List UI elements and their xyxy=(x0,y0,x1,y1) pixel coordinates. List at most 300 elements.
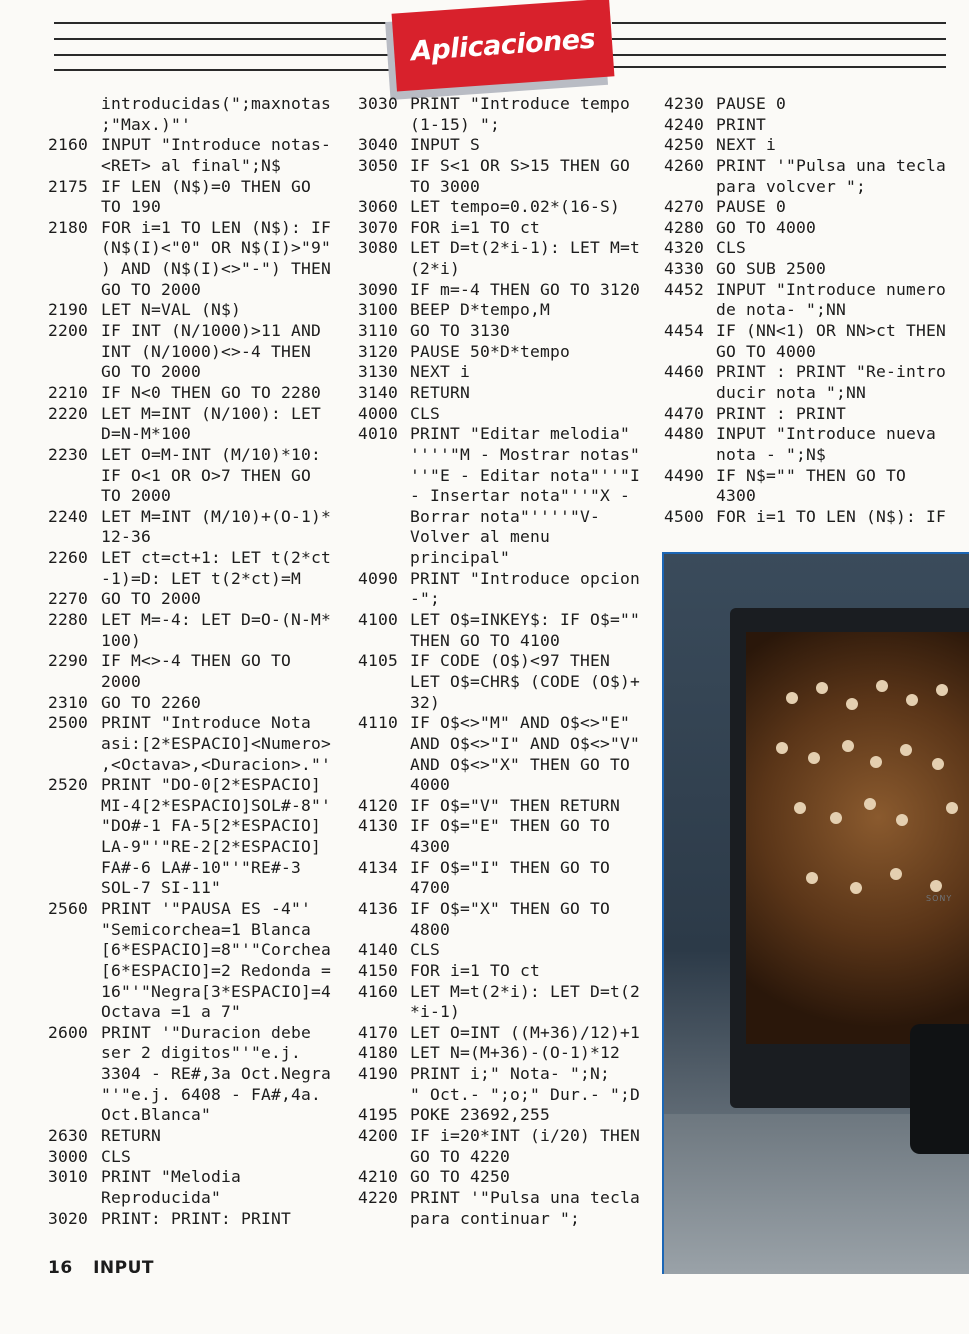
line-number: 3000 xyxy=(48,1146,89,1166)
line-number: 3080 xyxy=(358,238,399,258)
code-line xyxy=(358,940,658,961)
code-line xyxy=(358,1209,658,1230)
code-line xyxy=(664,424,964,445)
code-line xyxy=(48,899,354,920)
code-line xyxy=(48,486,354,507)
code-text: GO TO 2000 xyxy=(101,279,202,299)
line-number: 4270 xyxy=(664,197,705,217)
code-text: "Semicorchea=1 Blanca xyxy=(101,919,312,939)
code-line xyxy=(358,1023,658,1044)
code-text: 4000 xyxy=(410,775,451,795)
line-number: 4136 xyxy=(358,898,399,918)
line-number: 4100 xyxy=(358,610,399,630)
code-line xyxy=(664,177,964,198)
code-line xyxy=(358,920,658,941)
code-text: LET D=t(2*i-1): LET M=t xyxy=(410,238,641,258)
code-text: GO TO 3130 xyxy=(410,321,511,341)
code-line xyxy=(358,816,658,837)
code-text: IF i=20*INT (i/20) THEN xyxy=(410,1126,641,1146)
code-text: GO TO 4250 xyxy=(410,1167,511,1187)
code-line xyxy=(358,1167,658,1188)
code-text: PRINT: PRINT: PRINT xyxy=(101,1208,292,1228)
code-text: AND O$<>"I" AND O$<>"V" xyxy=(410,733,641,753)
code-line xyxy=(358,507,658,528)
code-text: PRINT '"Pulsa una tecla xyxy=(410,1187,641,1207)
code-text: PRINT xyxy=(716,114,767,134)
code-line xyxy=(48,878,354,899)
line-number: 3030 xyxy=(358,94,399,113)
code-text: PRINT : PRINT "Re-intro xyxy=(716,362,947,382)
line-number: 4000 xyxy=(358,403,399,423)
code-text: nota - ";N$ xyxy=(716,444,827,464)
code-text: introducidas(";maxnotas xyxy=(101,94,332,113)
header-rule xyxy=(612,66,946,68)
code-line xyxy=(48,94,354,115)
code-text: GO TO 4220 xyxy=(410,1146,511,1166)
line-number: 2500 xyxy=(48,713,89,733)
code-text: IF (NN<1) OR NN>ct THEN xyxy=(716,321,947,341)
line-number: 3050 xyxy=(358,155,399,175)
code-line xyxy=(48,837,354,858)
line-number: 4010 xyxy=(358,424,399,444)
code-line xyxy=(48,259,354,280)
code-text: 32) xyxy=(410,692,441,712)
line-number: 2600 xyxy=(48,1022,89,1042)
code-line xyxy=(48,1105,354,1126)
line-number: 4260 xyxy=(664,155,705,175)
line-number: 3130 xyxy=(358,362,399,382)
code-line xyxy=(358,858,658,879)
code-text: IF M<>-4 THEN GO TO xyxy=(101,651,292,671)
code-line xyxy=(358,177,658,198)
header-rule xyxy=(612,38,946,40)
code-text: 4800 xyxy=(410,919,451,939)
line-number: 2190 xyxy=(48,300,89,320)
line-number: 4480 xyxy=(664,424,705,444)
code-text: SOL-7 SI-11" xyxy=(101,878,222,898)
code-text: PRINT '"Duracion debe xyxy=(101,1022,312,1042)
line-number: 4110 xyxy=(358,713,399,733)
code-text: LET M=t(2*i): LET D=t(2 xyxy=(410,981,641,1001)
code-text: TO 190 xyxy=(101,197,162,217)
code-line xyxy=(48,1002,354,1023)
listing-column-3 xyxy=(664,94,964,527)
code-text: asi:[2*ESPACIO]<Numero> xyxy=(101,733,332,753)
code-text: de nota- ";NN xyxy=(716,300,847,320)
code-text: CLS xyxy=(410,403,441,423)
code-line xyxy=(48,507,354,528)
code-text: <RET> al final";N$ xyxy=(101,155,282,175)
code-text: LET O=M-INT (M/10)*10: xyxy=(101,444,322,464)
code-text: LET M=INT (N/100): LET xyxy=(101,403,322,423)
code-line xyxy=(358,775,658,796)
header-rule xyxy=(54,69,396,71)
code-text: PRINT "Melodia xyxy=(101,1167,242,1187)
code-text: LET N=(M+36)-(O-1)*12 xyxy=(410,1043,621,1063)
line-number: 2220 xyxy=(48,403,89,423)
code-text: ;"Max.)"' xyxy=(101,114,192,134)
code-text: CLS xyxy=(101,1146,132,1166)
code-text: 4700 xyxy=(410,878,451,898)
code-text: GO TO 4000 xyxy=(716,217,817,237)
line-number: 2560 xyxy=(48,898,89,918)
line-number: 3100 xyxy=(358,300,399,320)
code-line xyxy=(358,445,658,466)
code-text: INPUT "Introduce numero xyxy=(716,279,947,299)
code-text: principal" xyxy=(410,548,511,568)
code-line xyxy=(664,259,964,280)
code-text: RETURN xyxy=(101,1126,162,1146)
code-line xyxy=(48,177,354,198)
code-text: 12-36 xyxy=(101,527,152,547)
code-line xyxy=(48,197,354,218)
code-line xyxy=(48,1209,354,1230)
code-line xyxy=(358,569,658,590)
code-line xyxy=(664,362,964,383)
code-line xyxy=(358,280,658,301)
code-text: PRINT i;" Nota- ";N; xyxy=(410,1064,611,1084)
code-line xyxy=(48,1147,354,1168)
code-line xyxy=(664,94,964,115)
code-line xyxy=(358,631,658,652)
line-number: 4470 xyxy=(664,403,705,423)
code-text: 4300 xyxy=(716,486,757,506)
line-number: 2280 xyxy=(48,610,89,630)
line-number: 3110 xyxy=(358,321,399,341)
code-line xyxy=(358,713,658,734)
line-number: 4140 xyxy=(358,940,399,960)
line-number: 4134 xyxy=(358,857,399,877)
code-text: LA-9"'"RE-2[2*ESPACIO] xyxy=(101,837,322,857)
code-line xyxy=(48,383,354,404)
code-line xyxy=(48,651,354,672)
code-line xyxy=(664,445,964,466)
code-text: ) AND (N$(I)<>"-") THEN xyxy=(101,259,332,279)
section-title: Aplicaciones xyxy=(409,23,597,67)
code-text: POKE 23692,255 xyxy=(410,1105,551,1125)
code-line xyxy=(664,156,964,177)
line-number: 3120 xyxy=(358,341,399,361)
code-text: IF S<1 OR S>15 THEN GO xyxy=(410,155,631,175)
code-line xyxy=(48,796,354,817)
code-text: ducir nota ";NN xyxy=(716,382,867,402)
line-number: 4220 xyxy=(358,1187,399,1207)
code-line xyxy=(48,940,354,961)
line-number: 4170 xyxy=(358,1022,399,1042)
code-line xyxy=(358,1043,658,1064)
code-line xyxy=(48,1064,354,1085)
code-text: 100) xyxy=(101,630,142,650)
line-number: 3020 xyxy=(48,1208,89,1228)
code-line xyxy=(664,300,964,321)
code-line xyxy=(48,404,354,425)
line-number: 4320 xyxy=(664,238,705,258)
line-number: 4120 xyxy=(358,795,399,815)
code-line xyxy=(358,1147,658,1168)
code-line xyxy=(358,672,658,693)
code-text: FOR i=1 TO ct xyxy=(410,217,541,237)
code-text: INPUT "Introduce nueva xyxy=(716,424,937,444)
line-number: 2160 xyxy=(48,135,89,155)
code-text: LET M=-4: LET D=O-(N-M* xyxy=(101,610,332,630)
code-text: LET N=VAL (N$) xyxy=(101,300,242,320)
code-text: PRINT '"PAUSA ES -4"' xyxy=(101,898,312,918)
code-text: PRINT "Introduce Nota xyxy=(101,713,312,733)
code-text: RETURN xyxy=(410,382,471,402)
code-text: IF LEN (N$)=0 THEN GO xyxy=(101,176,312,196)
line-number: 4452 xyxy=(664,279,705,299)
code-text: IF O$="E" THEN GO TO xyxy=(410,816,611,836)
code-line xyxy=(358,589,658,610)
code-line xyxy=(358,156,658,177)
code-line xyxy=(48,693,354,714)
line-number: 2290 xyxy=(48,651,89,671)
code-line xyxy=(358,238,658,259)
code-text: IF O<1 OR O>7 THEN GO xyxy=(101,465,312,485)
code-line xyxy=(664,383,964,404)
code-text: 4300 xyxy=(410,837,451,857)
header-rule xyxy=(612,22,946,24)
code-line xyxy=(358,837,658,858)
code-line xyxy=(664,404,964,425)
code-text: LET tempo=0.02*(16-S) xyxy=(410,197,621,217)
code-line xyxy=(48,1085,354,1106)
line-number: 2630 xyxy=(48,1126,89,1146)
code-line xyxy=(48,672,354,693)
code-line xyxy=(358,961,658,982)
code-text: 3304 - RE#,3a Oct.Negra xyxy=(101,1064,332,1084)
code-text: IF O$="X" THEN GO TO xyxy=(410,898,611,918)
code-text: GO TO 2000 xyxy=(101,362,202,382)
line-number: 2520 xyxy=(48,775,89,795)
code-text: BEEP D*tempo,M xyxy=(410,300,551,320)
code-line xyxy=(48,424,354,445)
code-text: Volver al menu xyxy=(410,527,551,547)
listing-column-2 xyxy=(358,94,658,1229)
line-number: 2210 xyxy=(48,382,89,402)
code-text: TO 3000 xyxy=(410,176,481,196)
code-line xyxy=(358,197,658,218)
line-number: 3010 xyxy=(48,1167,89,1187)
code-text: PRINT "DO-0[2*ESPACIO] xyxy=(101,775,322,795)
code-line xyxy=(358,878,658,899)
code-text: IF N<0 THEN GO TO 2280 xyxy=(101,382,322,402)
code-text: Reproducida" xyxy=(101,1187,222,1207)
code-text: IF CODE (O$)<97 THEN xyxy=(410,651,611,671)
code-text: ser 2 digitos"'"e.j. xyxy=(101,1043,302,1063)
code-text: D=N-M*100 xyxy=(101,424,192,444)
code-line xyxy=(358,466,658,487)
code-text: INPUT S xyxy=(410,135,481,155)
code-text: CLS xyxy=(716,238,747,258)
code-line xyxy=(48,238,354,259)
code-line xyxy=(358,362,658,383)
line-number: 2240 xyxy=(48,506,89,526)
code-text: IF O$="I" THEN GO TO xyxy=(410,857,611,877)
code-line xyxy=(48,569,354,590)
line-number: 2230 xyxy=(48,444,89,464)
code-line xyxy=(358,734,658,755)
code-line xyxy=(664,466,964,487)
code-line xyxy=(358,899,658,920)
code-text: [6*ESPACIO]=8"'"Corchea xyxy=(101,940,332,960)
line-number: 3070 xyxy=(358,217,399,237)
code-line xyxy=(48,816,354,837)
code-line xyxy=(48,631,354,652)
code-text: PAUSE 0 xyxy=(716,197,787,217)
code-text: PRINT "Introduce tempo xyxy=(410,94,631,113)
code-line xyxy=(358,796,658,817)
code-text: THEN GO TO 4100 xyxy=(410,630,561,650)
code-line xyxy=(358,321,658,342)
code-line xyxy=(358,115,658,136)
code-line xyxy=(48,135,354,156)
header-rule xyxy=(54,54,396,56)
code-line xyxy=(48,1167,354,1188)
line-number: 3040 xyxy=(358,135,399,155)
header-rule xyxy=(54,38,396,40)
code-line xyxy=(48,1126,354,1147)
line-number: 2175 xyxy=(48,176,89,196)
line-number: 3090 xyxy=(358,279,399,299)
code-text: 2000 xyxy=(101,671,142,691)
code-line xyxy=(48,982,354,1003)
code-line xyxy=(358,259,658,280)
code-text: LET M=INT (M/10)+(O-1)* xyxy=(101,506,332,526)
code-line xyxy=(664,197,964,218)
code-text: NEXT i xyxy=(716,135,777,155)
tv-screen-orchestra xyxy=(746,632,969,1044)
line-number: 2200 xyxy=(48,321,89,341)
section-banner xyxy=(392,0,615,92)
code-text: (2*i) xyxy=(410,259,461,279)
code-text: GO TO 2260 xyxy=(101,692,202,712)
code-text: ''''"M - Mostrar notas" xyxy=(410,444,641,464)
code-line xyxy=(664,507,964,528)
code-line xyxy=(664,135,964,156)
code-text: PAUSE 0 xyxy=(716,94,787,113)
line-number: 4180 xyxy=(358,1043,399,1063)
line-number: 4250 xyxy=(664,135,705,155)
code-line xyxy=(664,218,964,239)
code-line xyxy=(358,424,658,445)
code-text: TO 2000 xyxy=(101,486,172,506)
code-line xyxy=(358,135,658,156)
line-number: 2270 xyxy=(48,589,89,609)
code-text: [6*ESPACIO]=2 Redonda = xyxy=(101,960,332,980)
code-line xyxy=(48,156,354,177)
line-number: 4240 xyxy=(664,114,705,134)
line-number: 4230 xyxy=(664,94,705,113)
code-line xyxy=(48,466,354,487)
line-number: 3140 xyxy=(358,382,399,402)
line-number: 4160 xyxy=(358,981,399,1001)
page-number: 16 xyxy=(48,1258,73,1278)
tv-photo xyxy=(662,552,969,1274)
code-line xyxy=(48,1043,354,1064)
code-line xyxy=(358,610,658,631)
line-number: 4210 xyxy=(358,1167,399,1187)
code-text: NEXT i xyxy=(410,362,471,382)
line-number: 4195 xyxy=(358,1105,399,1125)
code-line xyxy=(358,342,658,363)
code-line xyxy=(48,1023,354,1044)
code-text: PRINT "Introduce opcion xyxy=(410,568,641,588)
code-line xyxy=(48,218,354,239)
code-text: FOR i=1 TO ct xyxy=(410,960,541,980)
code-line xyxy=(48,775,354,796)
line-number: 4330 xyxy=(664,259,705,279)
code-line xyxy=(48,362,354,383)
listing-column-1 xyxy=(48,94,354,1229)
code-text: AND O$<>"X" THEN GO TO xyxy=(410,754,631,774)
line-number: 4200 xyxy=(358,1126,399,1146)
code-text: para continuar "; xyxy=(410,1208,581,1228)
code-text: LET O$=INKEY$: IF O$="" xyxy=(410,610,641,630)
code-line xyxy=(358,651,658,672)
line-number: 4150 xyxy=(358,960,399,980)
code-text: PRINT "Editar melodia" xyxy=(410,424,631,444)
code-text: MI-4[2*ESPACIO]SOL#-8"' xyxy=(101,795,332,815)
code-line xyxy=(358,548,658,569)
code-line xyxy=(358,982,658,1003)
code-text: IF O$="V" THEN RETURN xyxy=(410,795,621,815)
code-text: FOR i=1 TO LEN (N$): IF xyxy=(716,506,947,526)
code-line xyxy=(48,1188,354,1209)
code-text: -1)=D: LET t(2*ct)=M xyxy=(101,568,302,588)
code-text: -"; xyxy=(410,589,441,609)
code-text: GO TO 2000 xyxy=(101,589,202,609)
code-text: Borrar nota"''''"V- xyxy=(410,506,601,526)
code-text: IF m=-4 THEN GO TO 3120 xyxy=(410,279,641,299)
code-line xyxy=(358,1064,658,1085)
line-number: 4105 xyxy=(358,651,399,671)
code-line xyxy=(358,1126,658,1147)
line-number: 4454 xyxy=(664,321,705,341)
code-line xyxy=(358,404,658,425)
code-line xyxy=(48,920,354,941)
page-footer xyxy=(48,1258,154,1278)
code-text: ,<Octava>,<Duracion>."' xyxy=(101,754,332,774)
code-text: INPUT "Introduce notas- xyxy=(101,135,332,155)
code-text: GO SUB 2500 xyxy=(716,259,827,279)
code-line xyxy=(48,713,354,734)
code-line xyxy=(358,486,658,507)
code-text: " Oct.- ";o;" Dur.- ";D xyxy=(410,1084,641,1104)
code-line xyxy=(358,218,658,239)
code-text: (1-15) "; xyxy=(410,114,501,134)
code-line xyxy=(358,1105,658,1126)
code-text: FOR i=1 TO LEN (N$): IF xyxy=(101,217,332,237)
code-line xyxy=(48,280,354,301)
line-number: 4490 xyxy=(664,465,705,485)
line-number: 4090 xyxy=(358,568,399,588)
code-line xyxy=(358,693,658,714)
code-text: para volcver "; xyxy=(716,176,867,196)
code-text: INT (N/1000)<>-4 THEN xyxy=(101,341,312,361)
code-line xyxy=(664,342,964,363)
line-number: 4130 xyxy=(358,816,399,836)
code-text: - Insertar nota"''"X - xyxy=(410,486,631,506)
code-text: "DO#-1 FA-5[2*ESPACIO] xyxy=(101,816,322,836)
code-text: PAUSE 50*D*tempo xyxy=(410,341,571,361)
code-line xyxy=(48,858,354,879)
code-text: CLS xyxy=(410,940,441,960)
code-text: PRINT '"Pulsa una tecla xyxy=(716,155,947,175)
code-line xyxy=(358,94,658,115)
code-line xyxy=(358,300,658,321)
code-text: LET O=INT ((M+36)/12)+1 xyxy=(410,1022,641,1042)
